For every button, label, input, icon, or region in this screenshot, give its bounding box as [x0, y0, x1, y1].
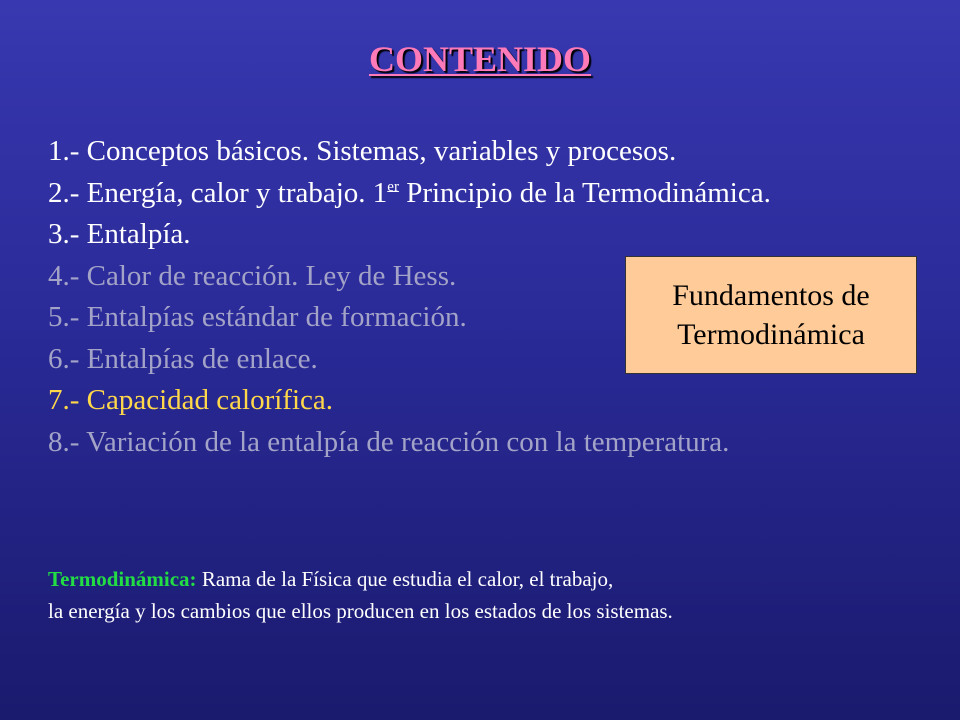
- toc-item-label: 8.- Variación de la entalpía de reacción con la temperatura.: [48, 425, 730, 458]
- toc-item-1: [48, 131, 771, 173]
- definition-text: [48, 563, 673, 627]
- definition-line-1: Rama de la Física que estudia el calor, el trabajo,: [196, 567, 614, 591]
- topic-box-line-1: Fundamentos de: [672, 279, 870, 312]
- toc-item-label: 6.- Entalpías de enlace.: [48, 342, 318, 375]
- superscript-er: er: [387, 178, 399, 195]
- topic-box-line-2: Termodinámica: [677, 318, 865, 351]
- topic-box: [625, 256, 917, 374]
- slide-title: CONTENIDO: [368, 39, 592, 79]
- toc-item-label: 1.- Conceptos básicos. Sistemas, variables y procesos.: [48, 135, 677, 167]
- toc-item-7: [48, 380, 771, 422]
- toc-item-3: [48, 214, 771, 256]
- toc-item-label: 4.- Calor de reacción. Ley de Hess.: [48, 259, 457, 292]
- toc-item-label: 3.- Entalpía.: [48, 218, 191, 250]
- definition-line-2: la energía y los cambios que ellos producen en los estados de los sistemas.: [48, 599, 673, 623]
- toc-item-8: [48, 422, 771, 464]
- toc-item-label-cont: Principio de la Termodinámica.: [398, 176, 771, 209]
- toc-item-label: 7.- Capacidad calorífica.: [48, 384, 334, 416]
- toc-item-2: [48, 173, 771, 215]
- definition-term: Termodinámica:: [48, 567, 197, 591]
- toc-item-label: 5.- Entalpías estándar de formación.: [48, 301, 467, 333]
- toc-item-label: 2.- Energía, calor y trabajo. 1: [48, 176, 388, 209]
